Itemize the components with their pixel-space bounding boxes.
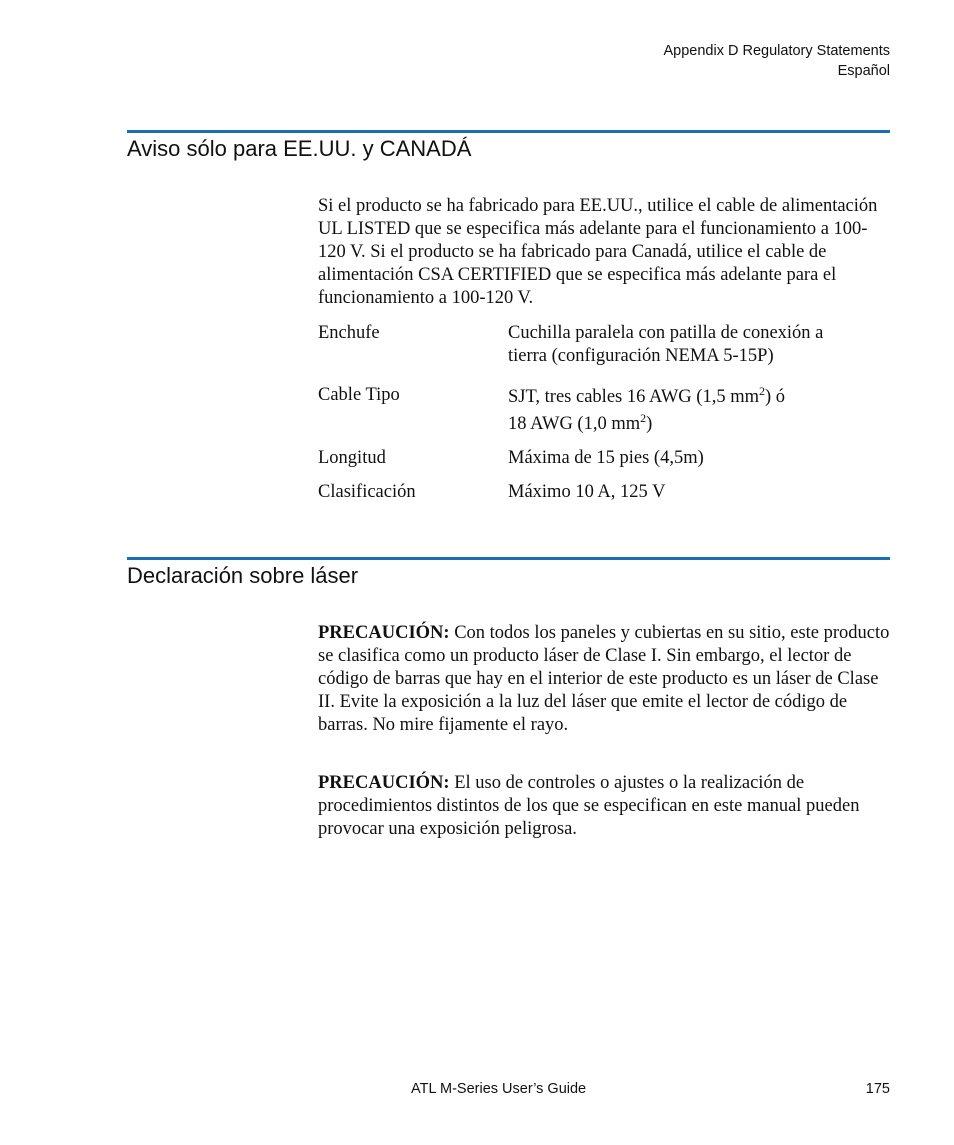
spec-label: Longitud <box>318 448 386 468</box>
spec-value-text: 18 AWG (1,0 mm <box>508 414 641 434</box>
section-rule <box>127 557 890 560</box>
caution-paragraph <box>318 622 890 737</box>
spec-label: Enchufe <box>318 323 380 343</box>
section-title-us-canada: Aviso sólo para EE.UU. y CANADÁ <box>127 136 472 161</box>
caution-label: PRECAUCIÓN: <box>318 623 450 643</box>
header-language: Español <box>837 63 890 79</box>
caution-label: PRECAUCIÓN: <box>318 773 450 793</box>
page-header <box>664 41 891 81</box>
spec-value-line: Cuchilla paralela con patilla de conexión a <box>508 323 824 343</box>
caution-text: El uso de controles o ajustes o la realización de procedimientos distintos de los que se especifican en este manual pueden provocar una exposición peligrosa. <box>318 773 860 839</box>
spec-value: Máxima de 15 pies (4,5m) <box>508 448 704 468</box>
header-chapter: Appendix D Regulatory Statements <box>663 43 890 59</box>
spec-value-text: ) ó <box>764 387 786 407</box>
section-rule <box>127 130 890 133</box>
spec-value: Máximo 10 A, 125 V <box>508 482 666 502</box>
laser-caution-1 <box>318 622 890 737</box>
section-title-laser: Declaración sobre láser <box>127 563 359 588</box>
superscript: 2 <box>640 410 647 425</box>
spec-label: Clasificación <box>318 482 416 502</box>
caution-paragraph <box>318 772 890 841</box>
spec-value <box>508 322 890 368</box>
spec-value <box>508 384 890 438</box>
caution-text: Con todos los paneles y cubiertas en su sitio, este producto se clasifica como un producto láser de Clase I. Sin embargo, el lector de código de barras que hay en el interior de este producto es un láser de Clase II. Evite la exposición a la luz del láser que emite el lector de código de barras. No mire fijamente el rayo. <box>318 623 890 735</box>
spec-value-text: SJT, tres cables 16 AWG (1,5 mm <box>508 387 759 407</box>
spec-value-line: tierra (configuración NEMA 5-15P) <box>508 346 774 366</box>
spec-value-text: ) <box>646 414 653 434</box>
laser-caution-2 <box>318 772 890 841</box>
power-cord-paragraph: Si el producto se ha fabricado para EE.UU., utilice el cable de alimentación UL LISTED que se especifica más adelante para el funcionamiento a 100-120 V. Si el producto se ha fabricado para Canadá, utilice el cable de alimentación CSA CERTIFIED que se especifica más adelante para el funcionamiento a 100-120 V. <box>318 196 878 308</box>
footer-page-number: 175 <box>865 1081 890 1097</box>
section-paragraph <box>318 195 890 310</box>
spec-label: Cable Tipo <box>318 385 400 405</box>
superscript: 2 <box>758 383 765 398</box>
footer-guide-title: ATL M-Series User’s Guide <box>411 1081 587 1097</box>
